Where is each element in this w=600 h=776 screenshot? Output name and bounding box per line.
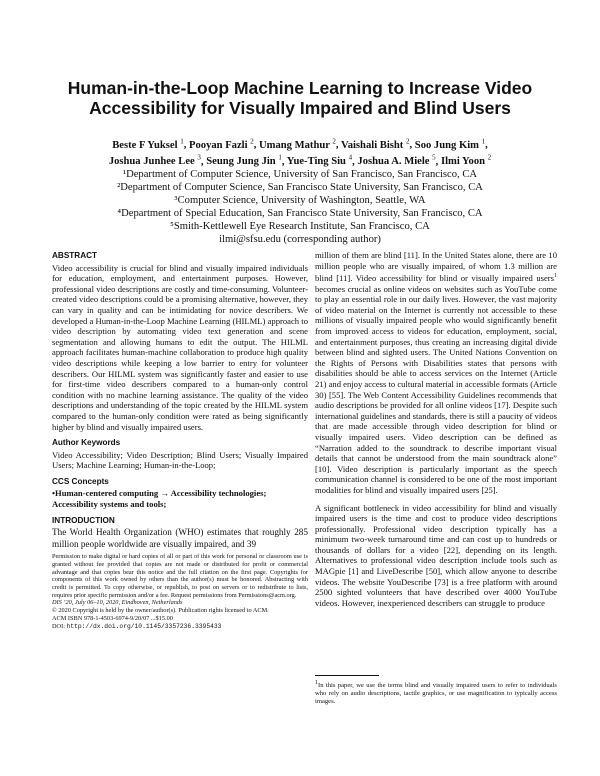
ccs-concept: •Human-centered computing → Accessibility technologies; — [52, 488, 267, 499]
introduction-text-start: The World Health Organization (WHO) estimates that roughly 285 million people worldwide are visually impaired, and 39 — [52, 527, 308, 549]
paper-title: Human-in-the-Loop Machine Learning to Increase Video Accessibility for Visually Impaired and Blind Users — [67, 78, 533, 118]
abstract-section — [52, 251, 308, 432]
affiliation: ⁴Department of Special Education, San Francisco State University, San Francisco, CA — [117, 208, 483, 220]
isbn: ACM ISBN 978-1-4503-6974-9/20/07 ...$15.00 — [52, 614, 173, 622]
affiliation: ⁵Smith-Kettlewell Eye Research Institute, San Francisco, CA — [170, 221, 430, 233]
author: Beste F Yuksel $^1$ — [112, 137, 184, 151]
right-column — [315, 250, 557, 608]
affiliation: ³Computer Science, University of Washington, Seattle, WA — [174, 195, 426, 207]
introduction-heading: INTRODUCTION — [52, 515, 115, 525]
left-column — [52, 251, 308, 630]
affiliation: ¹Department of Computer Science, University of San Francisco, San Francisco, CA — [122, 169, 478, 181]
introduction-paragraph: A significant bottleneck in video accessibility for blind and visually impaired users is the time and cost to produce video descriptions professionally. Professional video description typically has a minimum two-week turnaround time and can cost up to hundreds or thousands of dollars for a video [22], depending on its length. Alternatives to professional video description include tools such as MAGpie [1] and LiveDescribe [50], which allow anyone to describe videos. The website YouDescribe [73] is a free platform with around 2500 sighted volunteers that have described over 4000 YouTube videos. However, inexperienced describers can struggle to produce — [315, 502, 557, 608]
affiliation: ²Department of Computer Science, San Francisco State University, San Francisco, CA — [117, 182, 483, 194]
introduction-paragraph: million of them are blind [11]. In the United States alone, there are 10 million people who are visually impaired, of whom 1.3 million are blind [11]. Video accessibility for blind or visually impaired users$^1$ becomes crucial as online videos on websites such as YouTube come to play an essential role in our daily lives. However, the vast majority of video material on the Internet is currently not accessible to these millions of visually impaired people who would significantly benefit from improved access to videos for education, employment, social, and entertainment purposes, thus creating an increasing digital divide between blind and sighted users. The United Nations Convention on the Rights of Persons with Disabilities states that persons with disabilities should be able to access services on the Internet (Article 21) and enjoy access to cultural material in accessible formats (Article 30) [55]. The Web Content Accessibility Guidelines recommends that audio descriptions be provided for all online videos [17]. Despite such international guidelines and standards, there is still a paucity of videos that are made accessible through video description for blind or visually impaired users. Video description can be defined as “Narration added to the soundtrack to describe important visual details that cannot be understood from the main soundtrack alone” [10]. Video description is particularly important as the speech communication channel is considered to be one of the most important modalities for blind and visually impaired users [25]. — [315, 250, 557, 495]
conference-info: DIS ’20, July 06–10, 2020, Eindhoven, Netherlands — [52, 599, 183, 607]
author-block — [40, 135, 560, 246]
doi: DOI: http://dx.doi.org/10.1145/3357236.3395433 — [52, 622, 222, 630]
footnote-divider — [315, 675, 379, 676]
corresponding-email[interactable]: ilmi@sfsu.edu (corresponding author) — [219, 234, 381, 246]
author: Yue-Ting Siu $^4$ — [286, 153, 353, 168]
author: Soo Jung Kim $^1$ — [414, 137, 486, 151]
author: Pooyan Fazli $^2$ — [189, 137, 254, 151]
ccs-section — [52, 477, 308, 510]
author: Ilmi Yoon $^2$ — [440, 153, 492, 168]
introduction-section — [52, 516, 308, 551]
footnote-text: $^1$In this paper, we use the terms blind and visually impaired users to refer to individuals who rely on audio descriptions, tactile graphics, or use magnification to typically access images. — [315, 680, 557, 706]
author: Seung Jung Jin $^1$ — [206, 153, 282, 168]
author: Joshua Junhee Lee $^3$ — [108, 153, 201, 168]
author: Umang Mathur $^2$ — [259, 137, 336, 151]
keywords-section — [52, 438, 308, 471]
keywords-heading: Author Keywords — [52, 438, 121, 448]
ccs-concept: Accessibility systems and tools; — [52, 499, 167, 510]
author-list: Beste F Yuksel $^1$, Pooyan Fazli $^2$, Umang Mathur $^2$, Vaishali Bisht $^2$, Soo Jung Kim $^1$, Joshua Junhee Lee $^3$, Seung Jung Jin $^1$, Yue-Ting Siu $^4$, Joshua A. Miele $^5$, Ilmi Yoon $^2$ — [108, 137, 492, 168]
author: Joshua A. Miele $^5$ — [357, 153, 436, 168]
permission-notice: Permission to make digital or hard copies of all or part of this work for personal or classroom use is granted without fee provided that copies are not made or distributed for profit or commercial advantage and that copies bear this notice and the full citation on the first page. Copyrights for components of this work owned by others than the author(s) must be honored. Abstracting with credit is permitted. To copy otherwise, or republish, to post on servers or to redistribute to lists, requires prior specific permission and/or a fee. Request permissions from Permissions@acm.org. — [52, 553, 308, 599]
ccs-heading: CCS Concepts — [52, 476, 109, 486]
copyright-block — [52, 553, 308, 630]
footnote-mark[interactable]: 1 — [554, 273, 557, 280]
keywords-text: Video Accessibility; Video Description; Blind Users; Visually Impaired Users; Machine Learning; Human-in-the-Loop; — [52, 449, 308, 471]
abstract-heading: ABSTRACT — [52, 251, 98, 260]
copyright-notice: © 2020 Copyright is held by the owner/author(s). Publication rights licensed to ACM. — [52, 607, 269, 615]
author: Vaishali Bisht $^2$ — [341, 137, 410, 151]
abstract-text: Video accessibility is crucial for blind and visually impaired individuals for education, employment, and entertainment purposes. However, professional video descriptions are costly and time-consuming. Volunteer-created video descriptions could be a promising alternative, however, they can vary in quality and can be intimidating for novice describers. We developed a Human-in-the-Loop Machine Learning (HILML) approach to video description by automating video text generation and scene segmentation and allowing humans to edit the output. The HILML approach facilitates human-machine collaboration to produce high quality video descriptions while keeping a low barrier to entry for volunteer describers. Our HILML system was significantly faster and easier to use for first-time video describers compared to a human-only control condition with no machine learning assistance. The quality of the video descriptions and understanding of the topic created by the HILML system compared to the human-only condition were rated as being significantly higher by blind and visually impaired users. — [52, 262, 308, 432]
doi-link[interactable]: http://dx.doi.org/10.1145/3357236.3395433 — [66, 622, 222, 630]
footnote — [315, 675, 557, 706]
